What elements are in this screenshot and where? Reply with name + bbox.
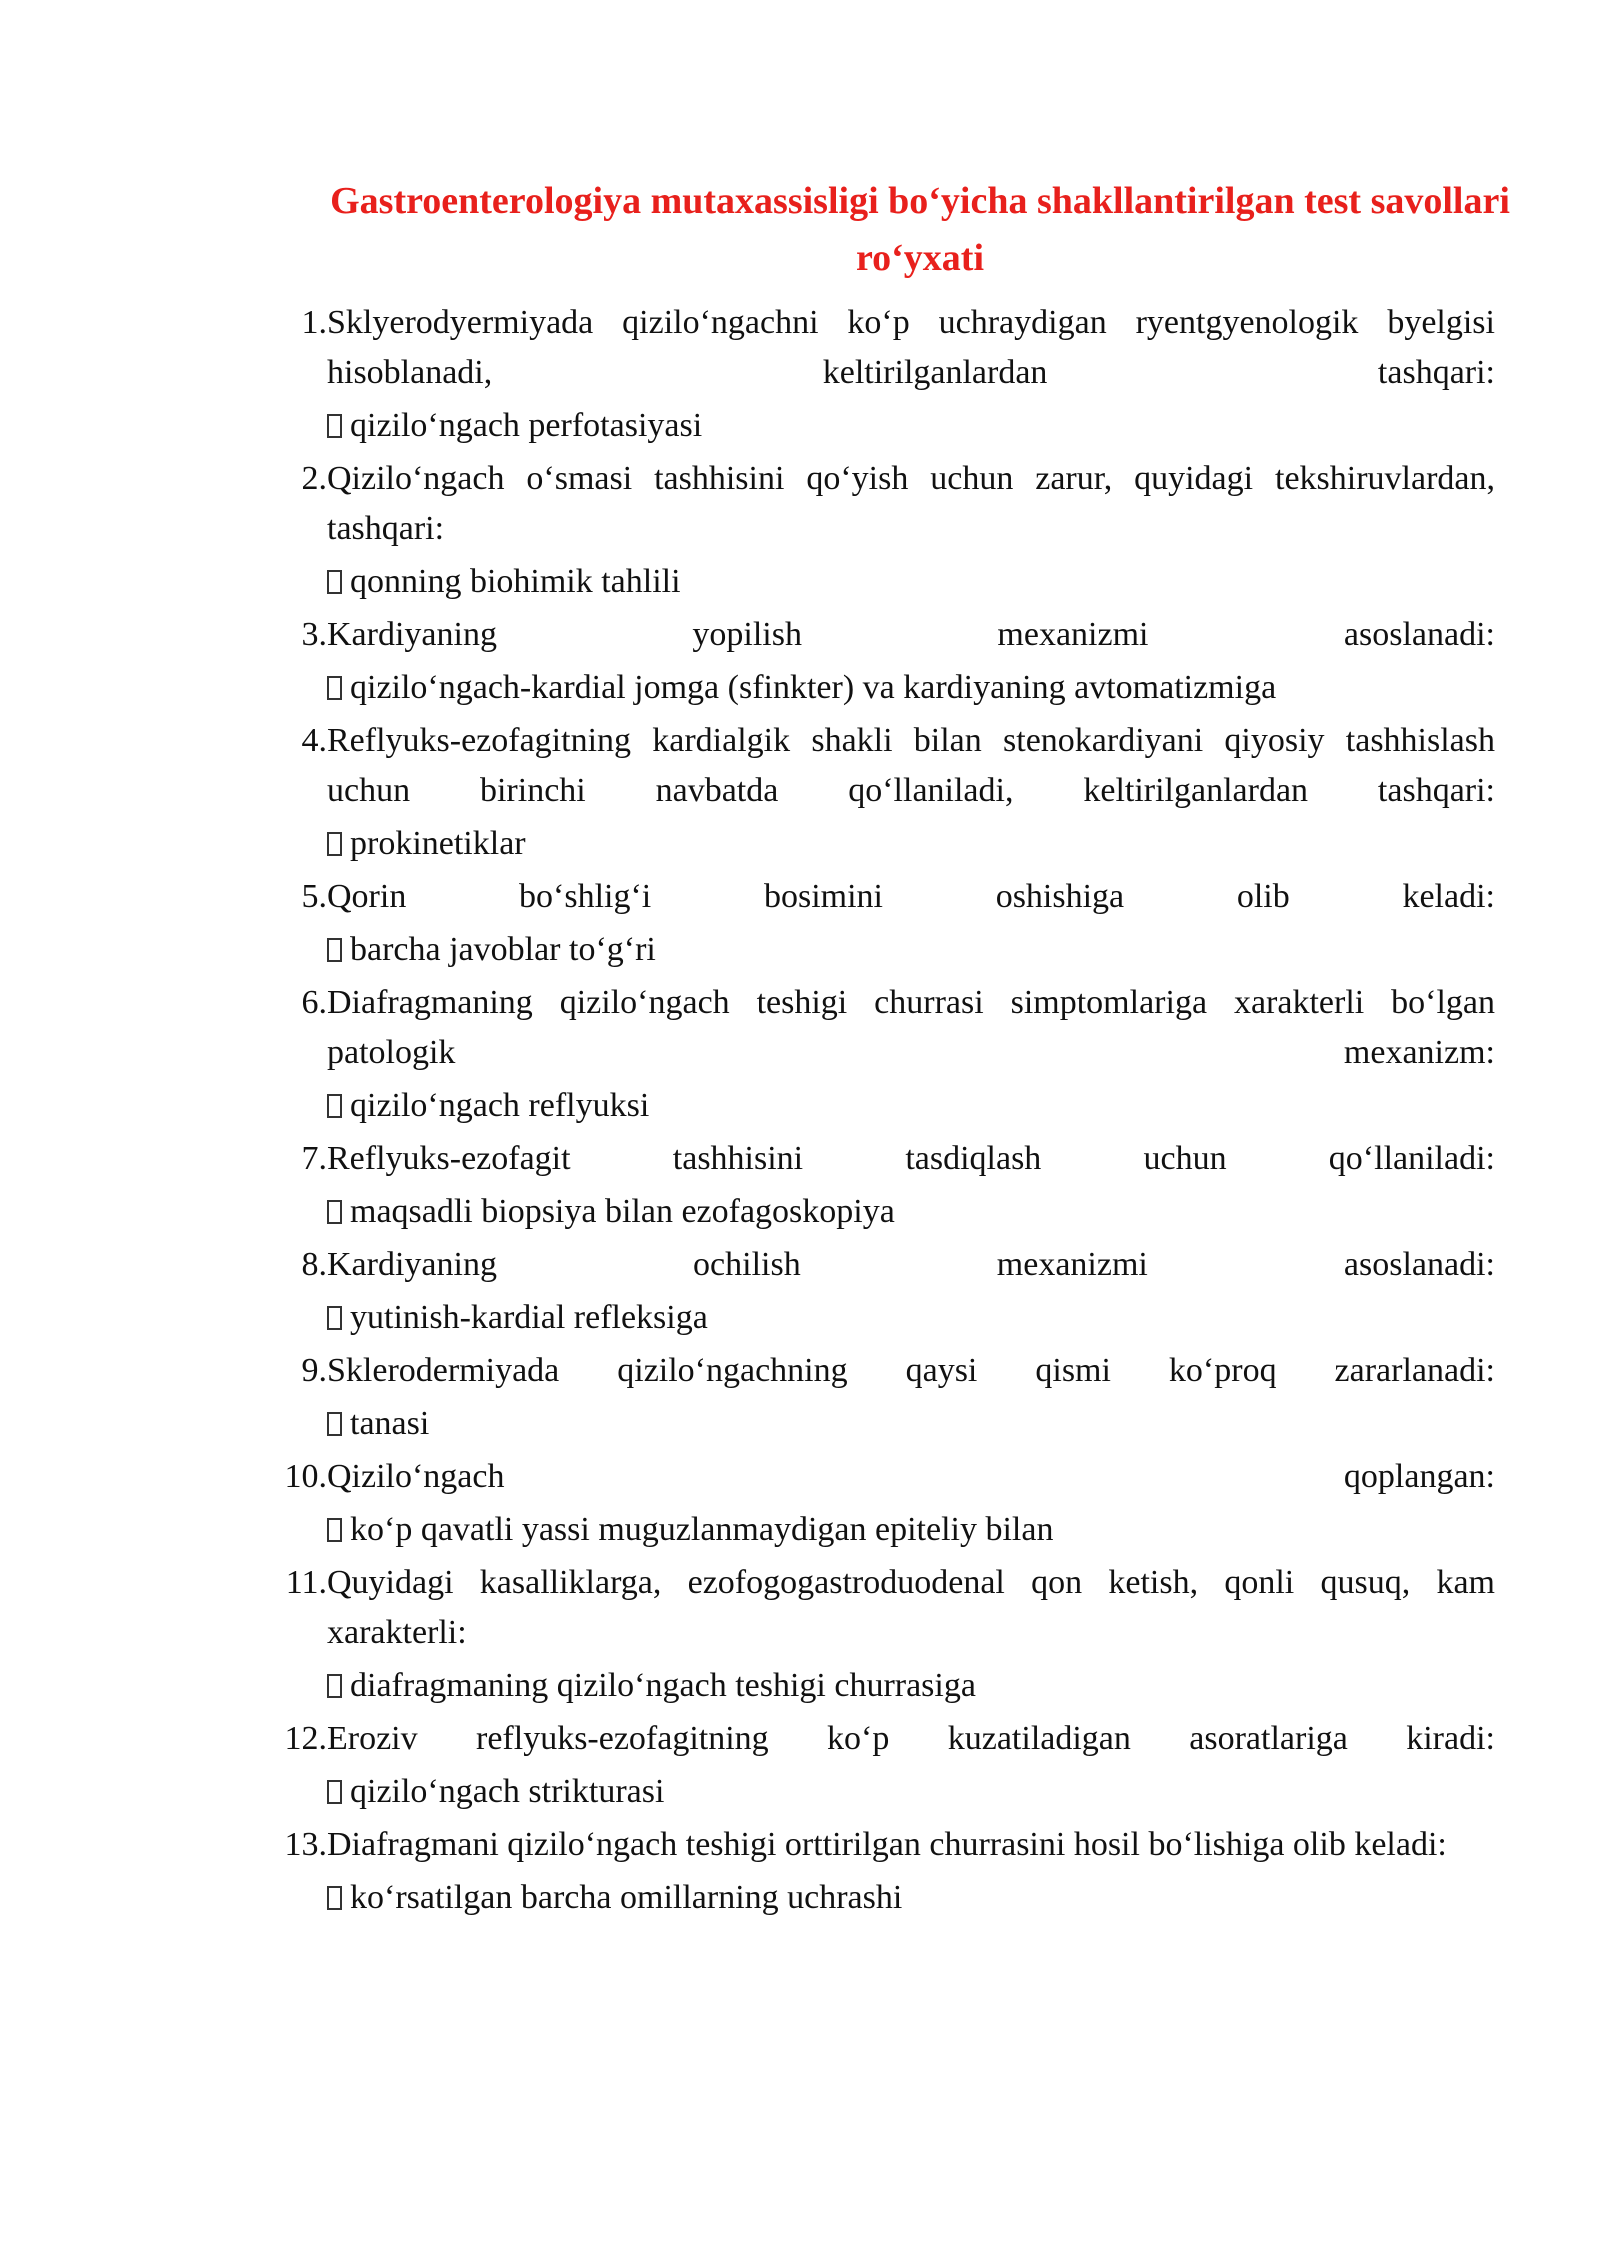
question-item bbox=[260, 1240, 1495, 1346]
answer-line bbox=[327, 1502, 1495, 1558]
answer-line bbox=[327, 1078, 1495, 1134]
question-text: Kardiyaning yopilish mexanizmi asoslanadi: bbox=[327, 616, 1495, 653]
answer-line bbox=[327, 1870, 1495, 1926]
answer-text: qiziloʻngach strikturasi bbox=[350, 1773, 665, 1810]
question-number: 6. bbox=[301, 984, 327, 1021]
answer-line bbox=[327, 922, 1495, 978]
question-text: Eroziv reflyuks-ezofagitning koʻp kuzatiladigan asoratlariga kiradi: bbox=[327, 1720, 1495, 1757]
answer-line bbox=[327, 816, 1495, 872]
answer-box-icon bbox=[327, 1200, 342, 1224]
question-list bbox=[260, 298, 1495, 1926]
answer-text: barcha javoblar toʻgʻri bbox=[350, 931, 656, 968]
question-item bbox=[260, 610, 1495, 716]
question-item bbox=[260, 1346, 1495, 1452]
answer-text: diafragmaning qiziloʻngach teshigi churrasiga bbox=[350, 1667, 976, 1704]
question-item bbox=[260, 978, 1495, 1134]
page-title: Gastroenterologiya mutaxassisligi boʻyicha shakllantirilgan test savollari roʻyxati bbox=[330, 180, 1510, 280]
question-number: 8. bbox=[301, 1246, 327, 1283]
answer-box-icon bbox=[327, 570, 342, 594]
question-number: 13. bbox=[284, 1826, 327, 1863]
question-number: 1. bbox=[301, 304, 327, 341]
question-text: Qiziloʻngach qoplangan: bbox=[327, 1458, 1495, 1495]
answer-box-icon bbox=[327, 832, 342, 856]
answer-text: koʻrsatilgan barcha omillarning uchrashi bbox=[350, 1879, 903, 1916]
question-number: 9. bbox=[301, 1352, 327, 1389]
question-number: 3. bbox=[301, 616, 327, 653]
answer-text: tanasi bbox=[350, 1405, 430, 1442]
question-text: Sklerodermiyada qiziloʻngachning qaysi qismi koʻproq zararlanadi: bbox=[327, 1352, 1495, 1389]
question-text: Qorin boʻshligʻi bosimini oshishiga olib keladi: bbox=[327, 878, 1495, 915]
answer-text: yutinish-kardial refleksiga bbox=[350, 1299, 708, 1336]
question-item bbox=[260, 1820, 1495, 1926]
answer-text: prokinetiklar bbox=[350, 825, 526, 862]
question-item bbox=[260, 1452, 1495, 1558]
question-item bbox=[260, 1558, 1495, 1714]
answer-text: qonning biohimik tahlili bbox=[350, 563, 681, 600]
question-item bbox=[260, 454, 1495, 610]
question-text: Sklyerodyermiyada qiziloʻngachni koʻp uchraydigan ryentgyenologik byelgisi hisoblanadi, keltirilganlardan tashqari: bbox=[327, 304, 1495, 391]
question-text: Qiziloʻngach oʻsmasi tashhisini qoʻyish uchun zarur, quyidagi tekshiruvlardan, tashqari: bbox=[327, 460, 1495, 547]
question-text: Diafragmani qiziloʻngach teshigi orttirilgan churrasini hosil boʻlishiga olib keladi: bbox=[327, 1826, 1447, 1863]
answer-line bbox=[327, 554, 1495, 610]
question-item bbox=[260, 298, 1495, 454]
question-number: 4. bbox=[301, 722, 327, 759]
answer-text: qiziloʻngach reflyuksi bbox=[350, 1087, 650, 1124]
question-item bbox=[260, 716, 1495, 872]
answer-line bbox=[327, 1396, 1495, 1452]
question-item bbox=[260, 872, 1495, 978]
question-text: Reflyuks-ezofagitning kardialgik shakli bilan stenokardiyani qiyosiy tashhislash uchun birinchi navbatda qoʻllaniladi, keltirilganlardan tashqari: bbox=[327, 722, 1495, 809]
answer-box-icon bbox=[327, 1094, 342, 1118]
question-text: Kardiyaning ochilish mexanizmi asoslanadi: bbox=[327, 1246, 1495, 1283]
question-number: 2. bbox=[301, 460, 327, 497]
question-text: Quyidagi kasalliklarga, ezofogogastroduodenal qon ketish, qonli qusuq, kam xarakterli: bbox=[327, 1564, 1495, 1651]
answer-line bbox=[327, 1764, 1495, 1820]
question-text: Reflyuks-ezofagit tashhisini tasdiqlash uchun qoʻllaniladi: bbox=[327, 1140, 1495, 1177]
question-item bbox=[260, 1134, 1495, 1240]
answer-box-icon bbox=[327, 1412, 342, 1436]
answer-line bbox=[327, 660, 1495, 716]
answer-text: qiziloʻngach perfotasiyasi bbox=[350, 407, 703, 444]
answer-text: qiziloʻngach-kardial jomga (sfinkter) va kardiyaning avtomatizmiga bbox=[350, 669, 1277, 706]
answer-box-icon bbox=[327, 676, 342, 700]
question-text: Diafragmaning qiziloʻngach teshigi churrasi simptomlariga xarakterli boʻlgan patologik mexanizm: bbox=[327, 984, 1495, 1071]
question-number: 12. bbox=[284, 1720, 327, 1757]
question-number: 11. bbox=[285, 1564, 327, 1601]
question-number: 10. bbox=[284, 1458, 327, 1495]
answer-text: maqsadli biopsiya bilan ezofagoskopiya bbox=[350, 1193, 895, 1230]
answer-box-icon bbox=[327, 1674, 342, 1698]
answer-line bbox=[327, 1658, 1495, 1714]
answer-line bbox=[327, 1290, 1495, 1346]
answer-box-icon bbox=[327, 414, 342, 438]
answer-text: koʻp qavatli yassi muguzlanmaydigan epiteliy bilan bbox=[350, 1511, 1054, 1548]
answer-box-icon bbox=[327, 1886, 342, 1910]
answer-line bbox=[327, 1184, 1495, 1240]
question-item bbox=[260, 1714, 1495, 1820]
answer-line bbox=[327, 398, 1495, 454]
question-number: 5. bbox=[301, 878, 327, 915]
answer-box-icon bbox=[327, 1518, 342, 1542]
answer-box-icon bbox=[327, 938, 342, 962]
answer-box-icon bbox=[327, 1306, 342, 1330]
question-number: 7. bbox=[301, 1140, 327, 1177]
answer-box-icon bbox=[327, 1780, 342, 1804]
